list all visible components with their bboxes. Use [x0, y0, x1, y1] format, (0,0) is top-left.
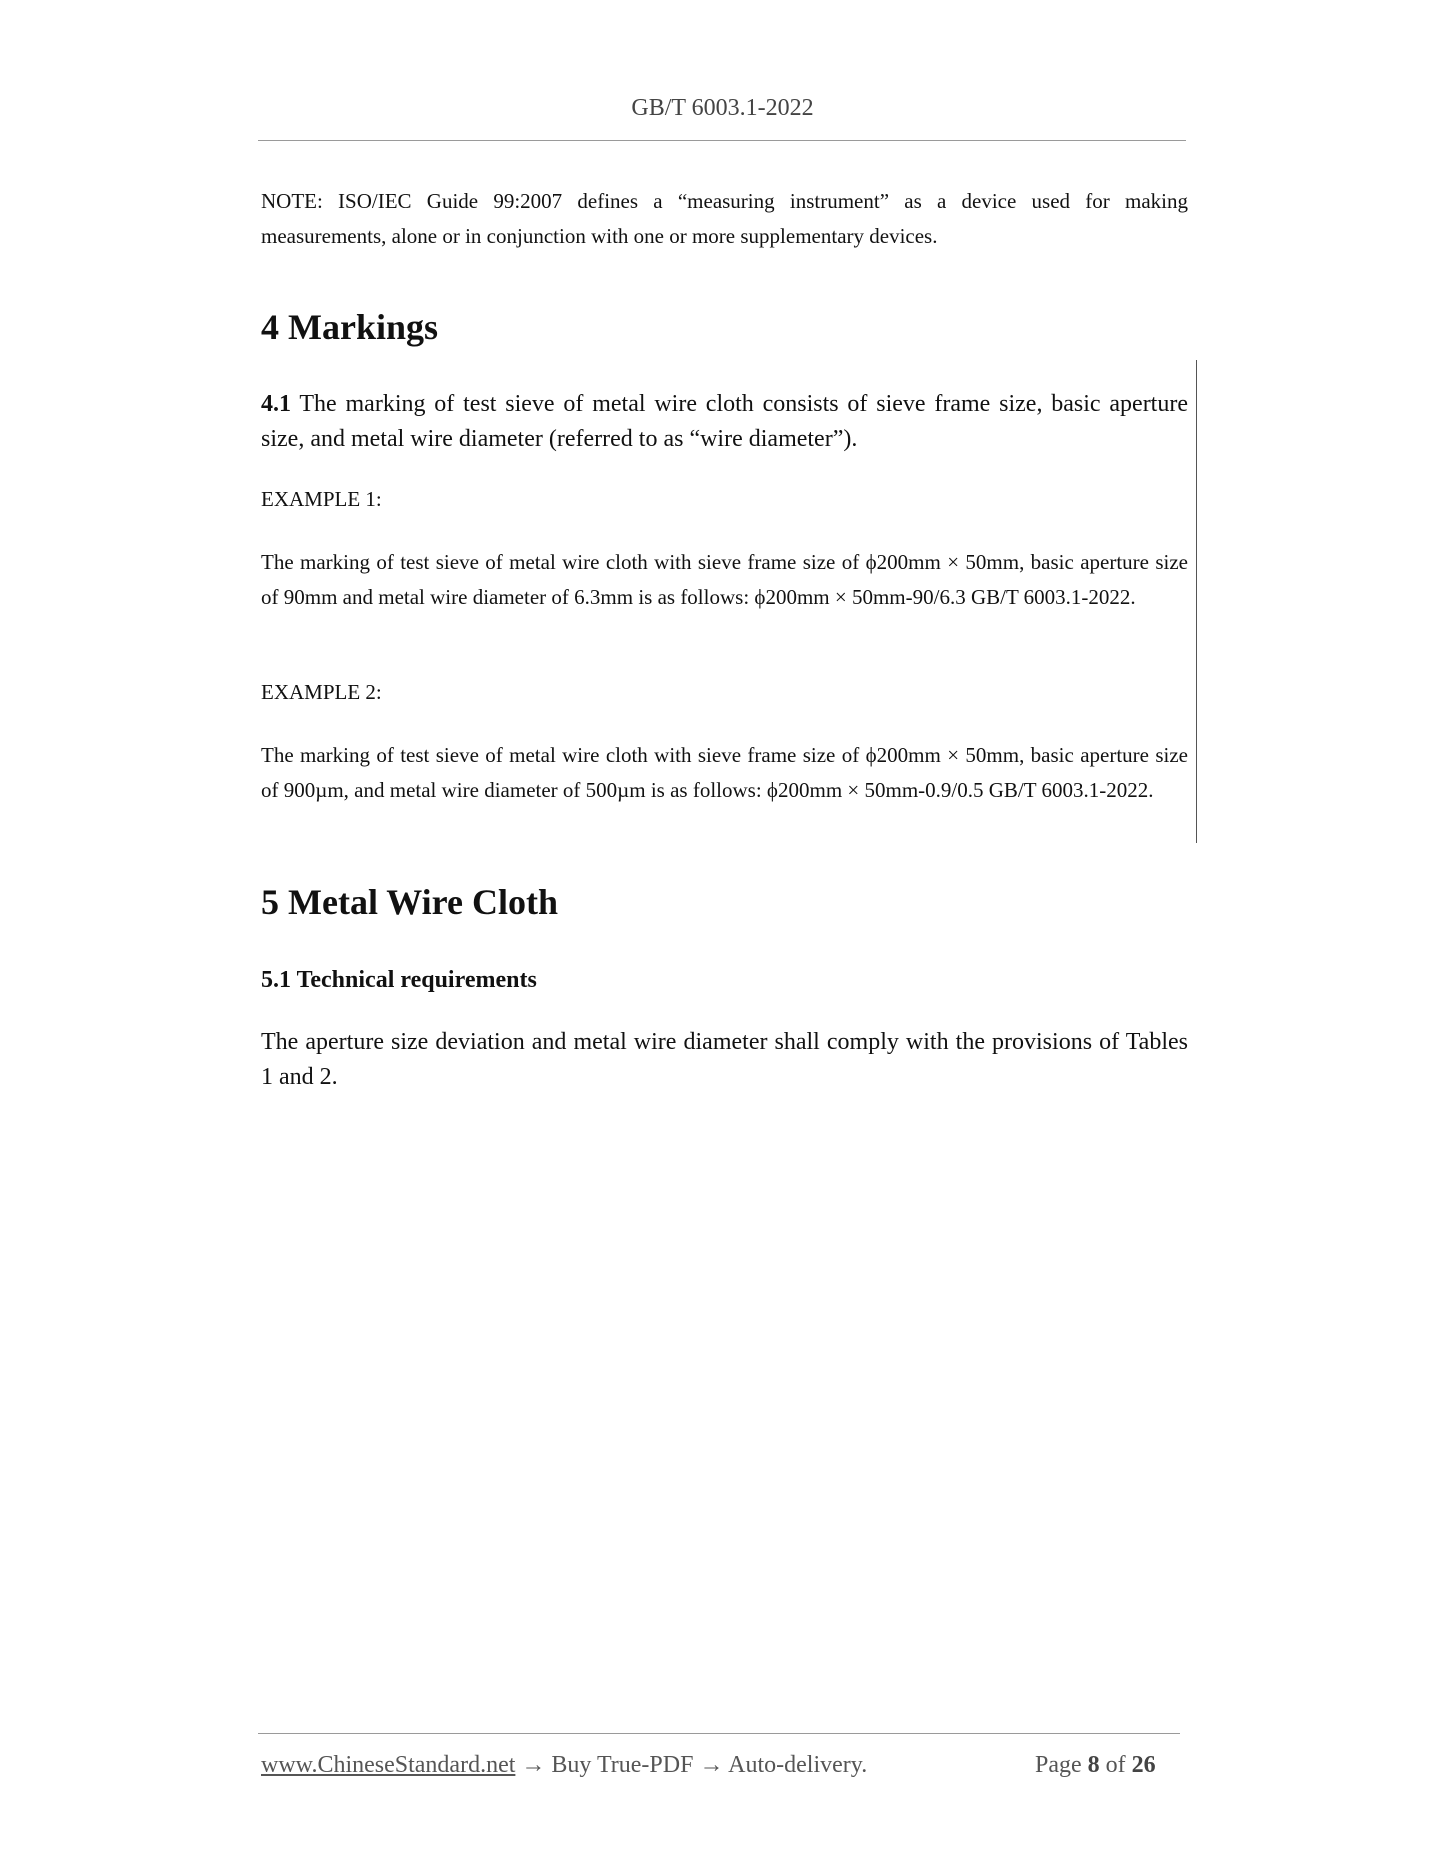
example-2-text: The marking of test sieve of metal wire cloth with sieve frame size of ϕ200mm × 50mm, basic aperture size of 900µm, and metal wire diameter of 500µm is as follows: ϕ200mm × 50mm-0.9/0.5 GB/T 6003.1-2022.	[261, 743, 1188, 802]
clause-5-1-text: The aperture size deviation and metal wire diameter shall comply with the provisions of Tables 1 and 2.	[261, 1029, 1188, 1090]
example-2-label: EXAMPLE 2:	[261, 680, 382, 704]
footer-rule	[258, 1733, 1180, 1734]
clause-4-1	[261, 387, 1188, 457]
site-link[interactable]: www.ChineseStandard.net	[261, 1752, 516, 1778]
footer-promo	[261, 1752, 867, 1779]
arrow-icon: →	[521, 1752, 546, 1778]
section-4-heading: 4 Markings	[261, 307, 439, 347]
clause-5-1-heading: 5.1 Technical requirements	[261, 967, 537, 993]
example-1-text: The marking of test sieve of metal wire cloth with sieve frame size of ϕ200mm × 50mm, basic aperture size of 90mm and metal wire diameter of 6.3mm is as follows: ϕ200mm × 50mm-90/6.3 GB/T 6003.1-2022.	[261, 550, 1188, 609]
arrow-icon: →	[699, 1752, 724, 1778]
header-rule	[258, 140, 1186, 141]
note-paragraph: NOTE: ISO/IEC Guide 99:2007 defines a “measuring instrument” as a device used for making measurements, alone or in conjunction with one or more supplementary devices.	[261, 189, 1188, 248]
revision-bar	[1196, 360, 1197, 843]
of-label: of	[1105, 1752, 1126, 1778]
running-header: GB/T 6003.1-2022	[631, 95, 814, 121]
clause-4-1-number: 4.1	[261, 391, 291, 417]
delivery-label: Auto-delivery.	[728, 1752, 868, 1778]
buy-label: Buy True-PDF	[551, 1752, 694, 1778]
clause-4-1-text: The marking of test sieve of metal wire cloth consists of sieve frame size, basic aperture size, and metal wire diameter (referred to as “wire diameter”).	[261, 391, 1188, 452]
example-1-label: EXAMPLE 1:	[261, 487, 382, 511]
page-number: 8	[1087, 1752, 1100, 1778]
page-label: Page	[1035, 1752, 1082, 1778]
page-total: 26	[1131, 1752, 1156, 1778]
section-5-heading: 5 Metal Wire Cloth	[261, 882, 558, 922]
page-indicator	[1035, 1752, 1156, 1779]
